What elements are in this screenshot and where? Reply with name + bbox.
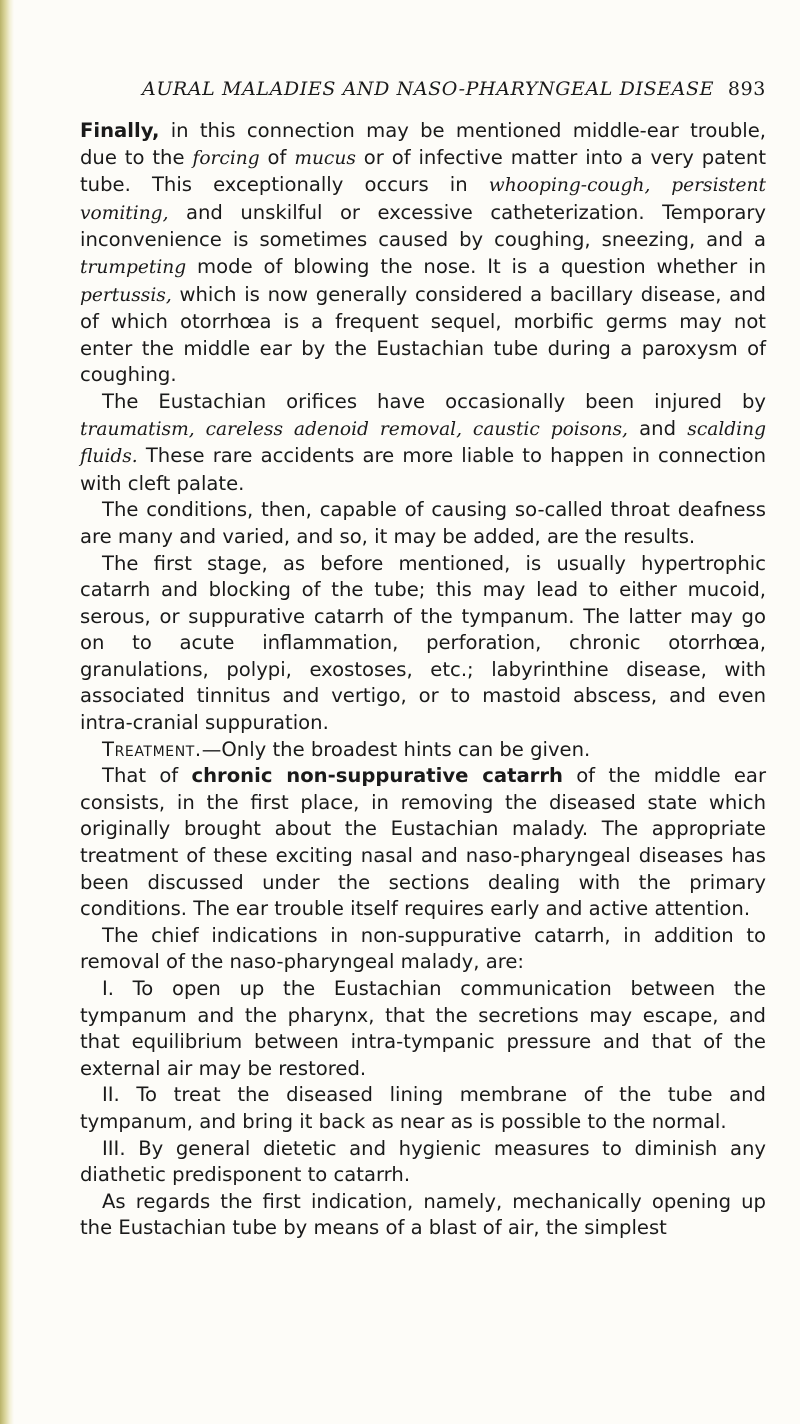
paragraph-injuries: The Eustachian orifices have occasionally been injured by traumatism, careless adenoid removal, caustic poisons, and scalding fluids. These rare accidents are more liable to happen in connection with cleft palate. (80, 389, 766, 495)
paragraph-finally: Finally, in this connection may be mentioned middle-ear trouble, due to the forcing of mucus or of infective matter into a very patent tube. This exceptionally occurs in whooping-cough, persistent vomiting, and unskilful or excessive catheterization. Temporary inconvenience is sometimes caused by coughing, sneezing, and a trumpeting mode of blowing the nose. It is a question whether in pertussis, which is now generally considered a bacillary disease, and of which otorrhœa is a frequent sequel, morbific germs may not enter the middle ear by the Eustachian tube during a paroxysm of coughing. (80, 119, 767, 387)
paragraph-first-indication: As regards the first indication, namely, mechanically opening up the Eustachian tube by means of a blast of air, the simplest (80, 1189, 766, 1240)
running-header (142, 78, 766, 118)
paragraph-first-stage: The first stage, as before mentioned, is usually hypertrophic catarrh and blocking of the tube; this may lead to either mucoid, serous, or suppurative catarrh of the tympanum. The latter may go on to acute inflammation, perforation, chronic otorrhœa, granulations, polypi, exostoses, etc.; labyrinthine disease, with associated tinnitus and vertigo, or to mastoid abscess, and even intra-cranial suppuration. (80, 551, 766, 735)
list-item-iii: III. By general dietetic and hygienic measures to diminish any diathetic predisponent to catarrh. (80, 1136, 766, 1187)
book-page (80, 78, 766, 1242)
paragraph-conditions: The conditions, then, capable of causing so-called throat deafness are many and varied, and so, it may be added, are the results. (80, 498, 766, 548)
lead-word: Finally, (80, 119, 160, 142)
body-text (80, 118, 766, 1242)
treatment-heading: Treatment. (102, 737, 202, 761)
paragraph-indications: The chief indications in non-suppurative catarrh, in addition to removal of the naso-pharyngeal malady, are: (80, 923, 766, 974)
page-number: 893 (727, 78, 766, 100)
list-item-i: I. To open up the Eustachian communication between the tympanum and the pharynx, that the secretions may escape, and that equilibrium between intra-tympanic pressure and that of the external air may be restored. (80, 977, 766, 1080)
paragraph-chronic: That of chronic non-suppurative catarrh of the middle ear consists, in the first place, in removing the diseased state which originally brought about the Eustachian malady. The appropriate treatment of these exciting nasal and naso-pharyngeal diseases has been discussed under the sections dealing with the primary conditions. The ear trouble itself requires early and active attention. (80, 764, 766, 921)
paragraph-treatment: Treatment.—Only the broadest hints can be given. (102, 737, 591, 761)
book-spine-edge (0, 0, 14, 1424)
running-title: AURAL MALADIES AND NASO-PHARYNGEAL DISEASE (142, 78, 715, 100)
list-item-ii: II. To treat the diseased lining membrane of the tube and tympanum, and bring it back as near as is possible to the normal. (80, 1083, 766, 1133)
